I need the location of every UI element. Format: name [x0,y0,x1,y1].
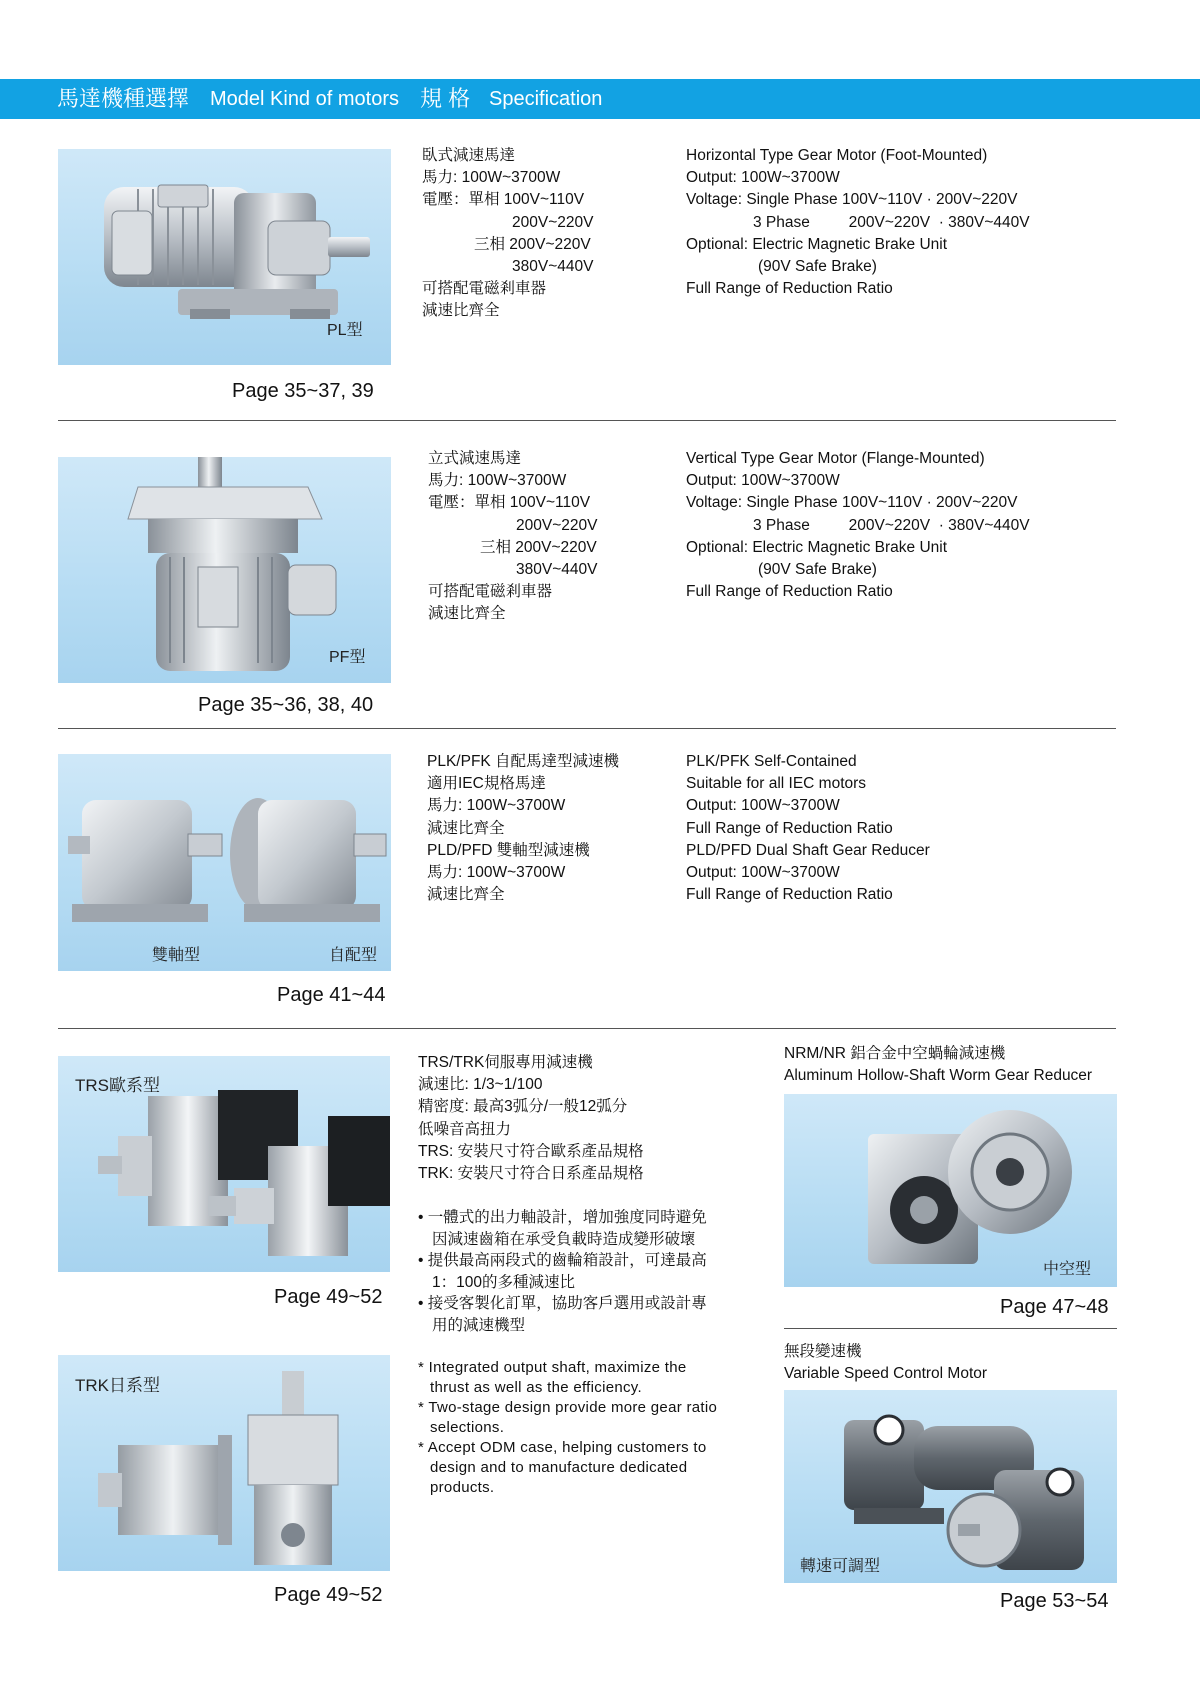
trs-bullets-en [418,1358,717,1498]
pf-spec-zh [428,448,597,626]
spec-line: 電壓：單相 100V~110V [428,494,591,512]
bullet-line [418,1315,707,1337]
bullet-line [418,1418,717,1438]
spec-line: 低噪音高扭力 [418,1120,512,1138]
spec-line: 三相 200V~220V [480,538,597,556]
spec-line: 減速比齊全 [427,819,505,837]
variable-title [784,1341,987,1385]
spec-line: 三相 200V~220V [474,235,591,253]
spec-line: Output: 100W~3700W [686,863,840,881]
spec-line: 減速比齊全 [422,302,500,320]
spec-line: Full Range of Reduction Ratio [686,583,893,601]
spec-line: Output: 100W~3700W [686,169,840,187]
trs-page-ref: Page 49~52 [274,1286,383,1308]
pf-spec-en [686,448,1030,603]
pf-page-ref: Page 35~36, 38, 40 [198,694,374,716]
spec-line: Optional: Electric Magnetic Brake Unit [686,538,948,556]
bullet-line: • 提供最高兩段式的齒輪箱設計，可達最高 [418,1252,707,1269]
trs-bullets-zh [418,1207,707,1336]
spec-line: Vertical Type Gear Motor (Flange-Mounted) [686,450,985,467]
spec-line: (90V Safe Brake) [758,257,877,275]
variable-title-zh: 無段變速機 [784,1343,862,1360]
nrm-title-en: Aluminum Hollow-Shaft Worm Gear Reducer [784,1067,1093,1085]
header-spec-zh: 規 格 [420,86,471,111]
bullet-line [418,1229,707,1251]
bullet-text: products. [430,1479,495,1496]
spec-line: Horizontal Type Gear Motor (Foot-Mounted) [686,147,988,164]
nrm-title [784,1043,1092,1087]
bullet-line: • 一體式的出力軸設計，增加強度同時避免 [418,1209,707,1226]
bullet-text: Two-stage design provide more gear ratio [428,1399,718,1416]
spec-line: 3 Phase 200V~220V · 380V~440V [753,516,1030,534]
spec-line: 臥式減速馬達 [422,147,516,164]
spec-line: 200V~220V [512,213,594,231]
nrm-caption: 中空型 [1043,1261,1092,1278]
trk-page-ref: Page 49~52 [274,1584,383,1606]
pl-caption: PL型 [327,322,363,339]
plk-spec-en [686,751,930,906]
nrm-title-zh: NRM/NR 鋁合金中空蝸輪減速機 [784,1045,1006,1062]
bullet-text: 因減速齒箱在承受負載時造成變形破壞 [432,1230,696,1248]
pl-page-ref: Page 35~37, 39 [232,380,374,402]
trk-caption: TRK日系型 [75,1376,160,1395]
spec-line: 馬力: 100W~3700W [427,797,566,815]
spec-line: PLK/PFK 自配馬達型減速機 [427,753,620,770]
spec-line: TRS: 安裝尺寸符合歐系產品規格 [418,1142,644,1160]
spec-line: 適用IEC規格馬達 [427,775,546,793]
spec-line: Output: 100W~3700W [686,797,840,815]
spec-line: 精密度: 最高3弧分/一般12弧分 [418,1098,628,1116]
spec-line: Suitable for all IEC motors [686,775,867,793]
spec-line: PLD/PFD Dual Shaft Gear Reducer [686,841,930,859]
bullet-text: Accept ODM case, helping customers to [427,1439,707,1456]
spec-line: 馬力: 100W~3700W [427,863,566,881]
spec-line: 減速比: 1/3~1/100 [418,1076,543,1094]
bullet-text: 一體式的出力軸設計，增加強度同時避免 [427,1209,707,1226]
spec-line: (90V Safe Brake) [758,560,877,578]
dual-shaft-caption: 雙軸型 [152,947,201,964]
spec-line: TRK: 安裝尺寸符合日系產品規格 [418,1164,644,1182]
bullet-line: * Two-stage design provide more gear ratio [418,1399,718,1416]
divider [58,728,1116,729]
bullet-line: * Integrated output shaft, maximize the [418,1359,687,1376]
variable-title-en: Variable Speed Control Motor [784,1365,988,1383]
spec-line: 380V~440V [516,560,598,578]
spec-line: Full Range of Reduction Ratio [686,280,893,298]
variable-page-ref: Page 53~54 [1000,1590,1109,1612]
spec-line: Voltage: Single Phase 100V~110V · 200V~220V [686,494,1018,512]
spec-line: Output: 100W~3700W [686,472,840,490]
trs-spec-zh [418,1052,644,1185]
divider [784,1328,1117,1329]
bullet-text: 1：100的多種減速比 [432,1273,575,1291]
spec-line: Optional: Electric Magnetic Brake Unit [686,235,948,253]
spec-line: 馬力: 100W~3700W [422,169,561,187]
bullet-text: selections. [430,1419,505,1436]
spec-line: 可搭配電磁剎車器 [422,280,547,298]
bullet-line [418,1378,717,1398]
bullet-line [418,1458,717,1478]
bullet-text: 接受客製化訂單，協助客戶選用或設計專 [427,1295,707,1312]
bullet-text: thrust as well as the efficiency. [430,1379,642,1396]
bullet-text: Integrated output shaft, maximize the [428,1359,687,1376]
bullet-line [418,1272,707,1294]
spec-line: 減速比齊全 [427,886,505,904]
spec-line: PLD/PFD 雙軸型減速機 [427,841,590,859]
header-spec-en: Specification [489,88,603,110]
spec-line: 減速比齊全 [428,605,506,623]
nrm-page-ref: Page 47~48 [1000,1296,1109,1318]
bullet-text: 用的減速機型 [432,1316,526,1334]
bullet-line: • 接受客製化訂單，協助客戶選用或設計專 [418,1295,707,1312]
self-contained-caption: 自配型 [329,947,378,964]
variable-caption: 轉速可調型 [800,1558,881,1575]
bullet-text: 提供最高兩段式的齒輪箱設計，可達最高 [427,1252,707,1269]
header-banner [0,79,1200,119]
trs-caption: TRS歐系型 [75,1076,160,1095]
spec-line: Full Range of Reduction Ratio [686,886,893,904]
spec-line: 馬力: 100W~3700W [428,472,567,490]
spec-line: Voltage: Single Phase 100V~110V · 200V~220V [686,191,1018,209]
header-title-en: Model Kind of motors [210,88,399,110]
plk-reducer-illustration [58,754,391,971]
plk-spec-zh [427,751,619,906]
spec-line: Full Range of Reduction Ratio [686,819,893,837]
bullet-text: design and to manufacture dedicated [430,1459,688,1476]
pf-caption: PF型 [329,649,366,666]
plk-reducer-photo [58,754,391,971]
spec-line: 電壓：單相 100V~110V [422,191,585,209]
spec-line: 200V~220V [516,516,598,534]
divider [58,1028,1116,1029]
divider [58,420,1116,421]
spec-line: 立式減速馬達 [428,450,522,467]
spec-line: PLK/PFK Self-Contained [686,753,857,770]
spec-line: 380V~440V [512,257,594,275]
spec-line: 3 Phase 200V~220V · 380V~440V [753,213,1030,231]
spec-line: 可搭配電磁剎車器 [428,583,553,601]
header-title-zh: 馬達機種選擇 [57,86,190,111]
bullet-line [418,1478,717,1498]
pl-spec-zh [422,145,593,323]
plk-page-ref: Page 41~44 [277,984,386,1006]
spec-line: TRS/TRK伺服專用減速機 [418,1054,593,1071]
bullet-line: * Accept ODM case, helping customers to [418,1439,707,1456]
pl-spec-en [686,145,1030,300]
